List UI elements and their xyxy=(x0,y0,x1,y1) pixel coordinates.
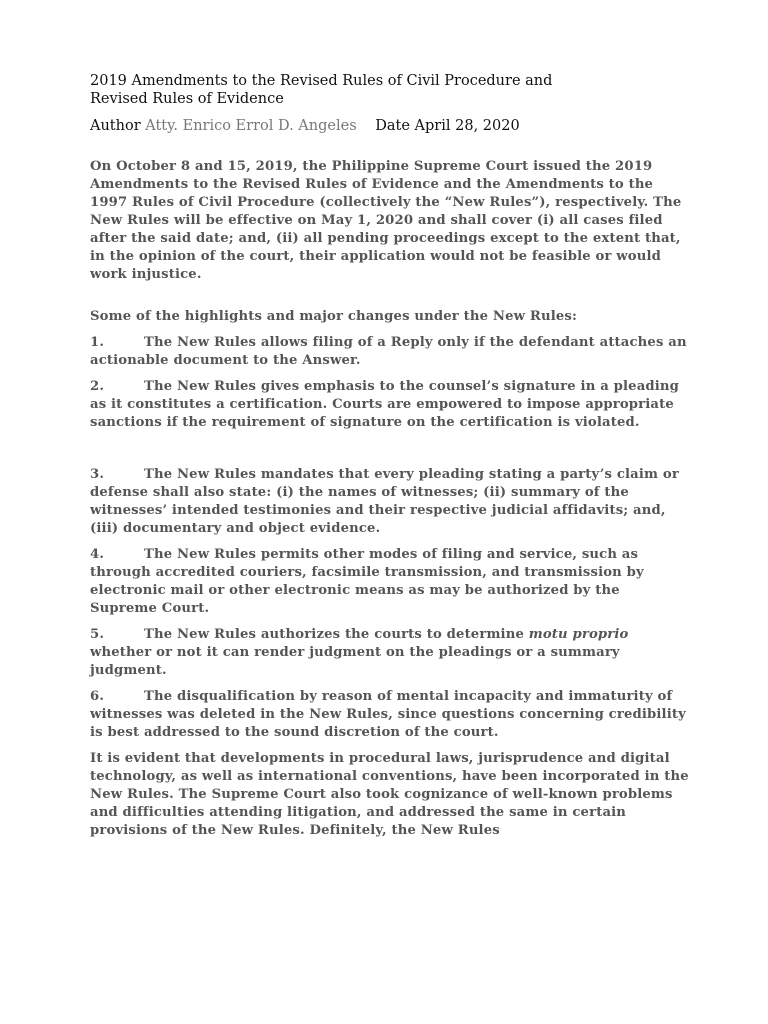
item-text-italic: motu proprio xyxy=(528,627,629,642)
list-item xyxy=(90,546,690,618)
item-text-after: whether or not it can render judgment on the pleadings or a summary judgment. xyxy=(90,645,620,678)
date-label: Date xyxy=(375,118,410,134)
item-text: The New Rules gives emphasis to the counsel’s signature in a pleading as it constitutes a certification. Courts are empowered to impose appropriate sanctions if the requirement of signature on the certification is violated. xyxy=(90,379,680,430)
highlights-intro: Some of the highlights and major changes under the New Rules: xyxy=(90,309,578,324)
item-number: 5. xyxy=(90,627,105,642)
list-item xyxy=(90,688,690,742)
item-number: 1. xyxy=(90,335,105,350)
document-title xyxy=(90,72,690,108)
list-item xyxy=(90,378,690,432)
item-number: 4. xyxy=(90,547,105,562)
item-number: 3. xyxy=(90,467,105,482)
date-value: April 28, 2020 xyxy=(414,118,520,134)
title-line-1: 2019 Amendments to the Revised Rules of Civil Procedure and xyxy=(90,73,553,89)
item-number: 6. xyxy=(90,689,105,704)
title-line-2: Revised Rules of Evidence xyxy=(90,91,284,107)
item-text: The New Rules allows filing of a Reply only if the defendant attaches an actionable document to the Answer. xyxy=(90,335,687,368)
conclusion-paragraph: It is evident that developments in procedural laws, jurisprudence and digital technology, as well as international conventions, have been incorporated in the New Rules. The Supreme Court also took cognizance of well-known problems and difficulties attending litigation, and addressed the same in certain provisions of the New Rules. Definitely, the New Rules xyxy=(90,751,689,838)
list-item xyxy=(90,626,690,680)
author-name: Atty. Enrico Errol D. Angeles xyxy=(145,118,357,134)
document-page xyxy=(90,72,690,840)
document-meta xyxy=(90,116,690,136)
list-item xyxy=(90,466,690,538)
item-text: The New Rules permits other modes of filing and service, such as through accredited couriers, facsimile transmission, and transmission by electronic mail or other electronic means as may be authorized by the Supreme Court. xyxy=(90,547,644,616)
intro-paragraph: On October 8 and 15, 2019, the Philippine Supreme Court issued the 2019 Amendments to the Revised Rules of Evidence and the Amendments to the 1997 Rules of Civil Procedure (collectively the “New Rules”), respectively. The New Rules will be effective on May 1, 2020 and shall cover (i) all cases filed after the said date; and, (ii) all pending proceedings except to the extent that, in the opinion of the court, their application would not be feasible or would work injustice. xyxy=(90,159,682,282)
item-number: 2. xyxy=(90,379,105,394)
item-text: The New Rules mandates that every pleading stating a party’s claim or defense shall also state: (i) the names of witnesses; (ii) summary of the witnesses’ intended testimonies and their respective judicial affidavits; and, (iii) documentary and object evidence. xyxy=(90,467,679,536)
list-item xyxy=(90,334,690,370)
author-label: Author xyxy=(90,118,141,134)
item-text-before: The New Rules authorizes the courts to determine xyxy=(144,627,529,642)
item-text: The disqualification by reason of mental incapacity and immaturity of witnesses was deleted in the New Rules, since questions concerning credibility is best addressed to the sound discretion of the court. xyxy=(90,689,686,740)
